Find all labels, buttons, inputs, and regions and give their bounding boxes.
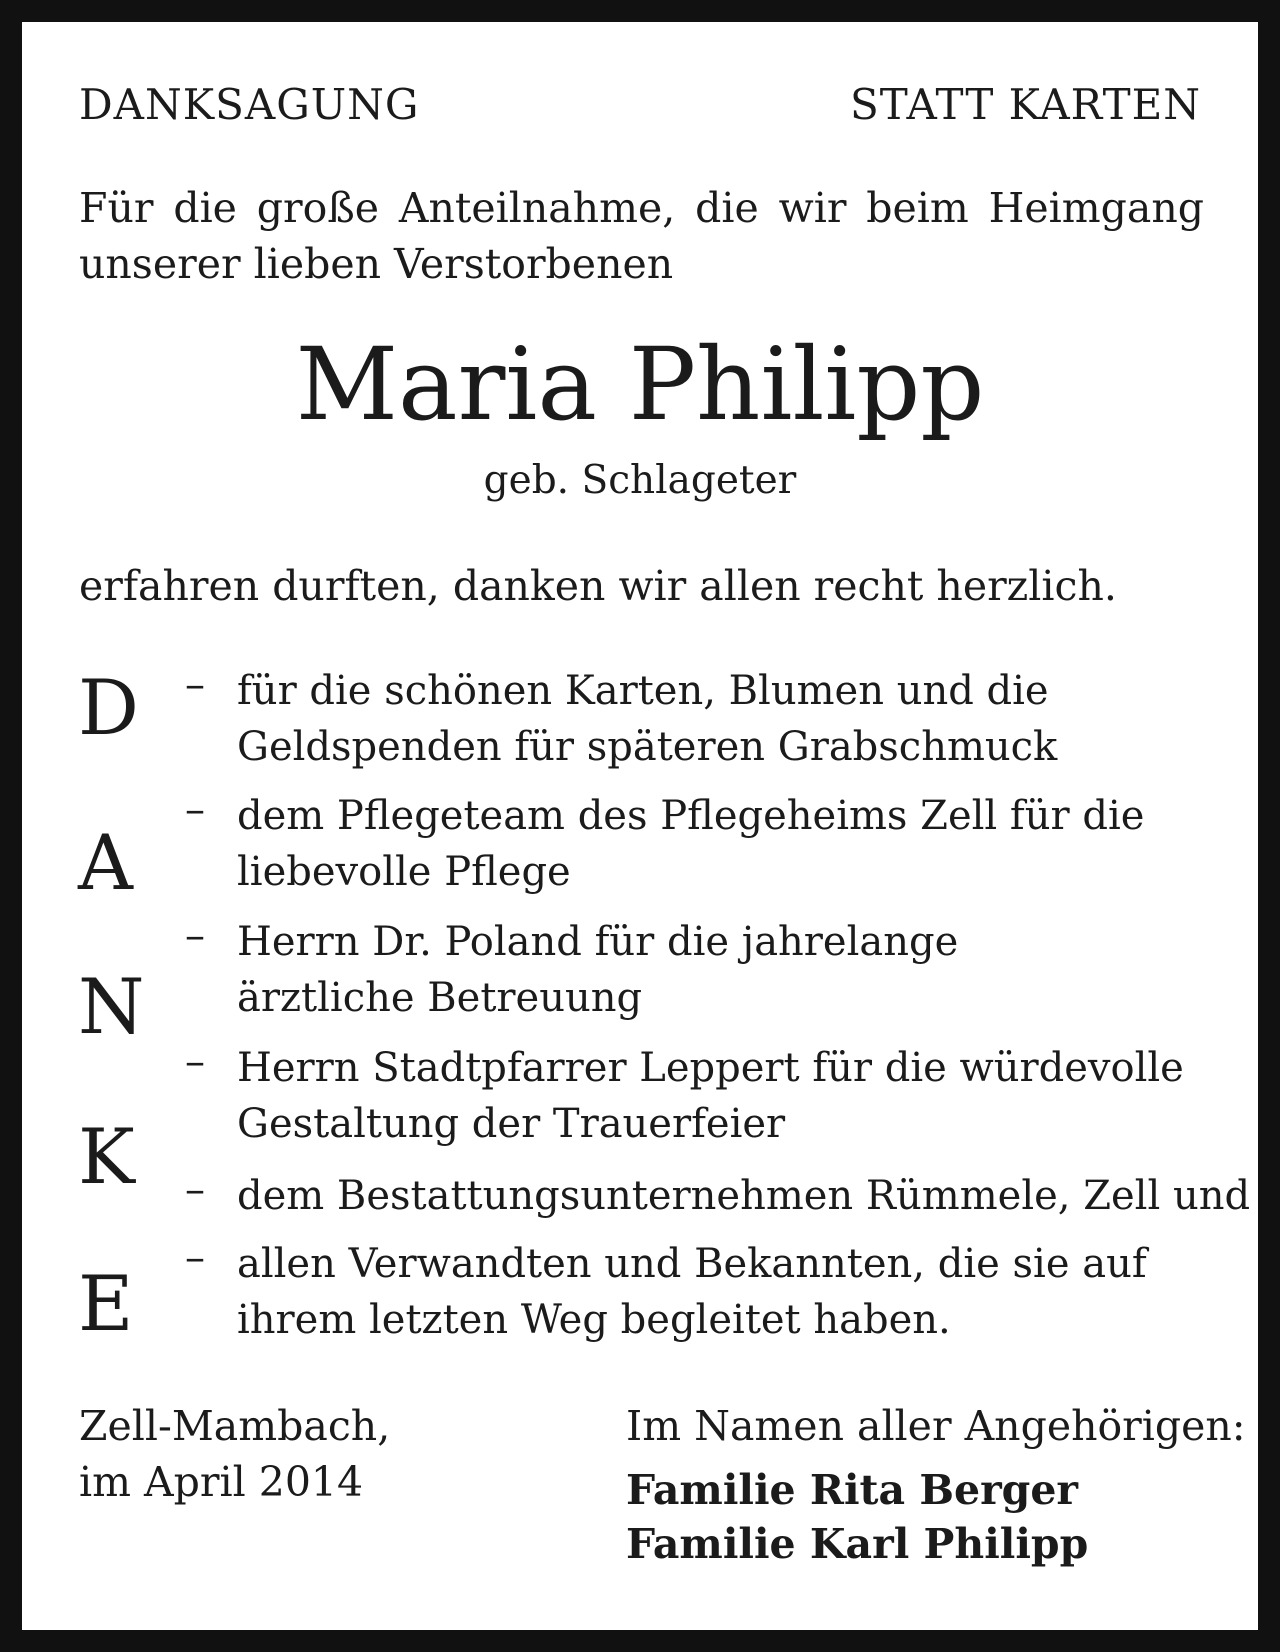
family-name-2: Familie Karl Philipp <box>626 1520 1089 1568</box>
item-dash: – <box>185 1167 205 1213</box>
signoff-line: Im Namen aller Angehörigen: <box>626 1402 1246 1450</box>
thanks-item-line: Herrn Stadtpfarrer Leppert für die würdevolle <box>237 1045 1184 1091</box>
date-line: im April 2014 <box>79 1458 364 1506</box>
thanks-item <box>237 1168 1250 1224</box>
thanks-item <box>237 788 1144 900</box>
thanks-item-line: Gestaltung der Trauerfeier <box>237 1101 786 1147</box>
item-dash: – <box>185 787 205 833</box>
place-line: Zell-Mambach, <box>79 1402 391 1450</box>
thanks-item-line: Herrn Dr. Poland für die jahrelange <box>237 919 959 965</box>
heading-danksagung: DANKSAGUNG <box>79 80 420 129</box>
item-dash: – <box>185 1235 205 1281</box>
thanks-item-line: für die schönen Karten, Blumen und die <box>237 668 1049 714</box>
thanks-item <box>237 1040 1184 1152</box>
thanks-item-line: ihrem letzten Weg begleitet haben. <box>237 1297 951 1343</box>
intro-paragraph <box>79 180 1204 292</box>
danke-letter-d: D <box>78 663 139 752</box>
thanks-item-line: Geldspenden für späteren Grabschmuck <box>237 724 1058 770</box>
thanks-item-line: liebevolle Pflege <box>237 849 571 895</box>
danke-letter-k: K <box>78 1112 135 1201</box>
danke-letter-e: E <box>78 1259 134 1348</box>
deceased-name: Maria Philipp <box>295 326 985 443</box>
thanks-item <box>237 914 958 1026</box>
heading-statt-karten: STATT KARTEN <box>850 80 1201 129</box>
intro-line-1: Für die große Anteilnahme, die wir beim Heimgang <box>79 184 1204 232</box>
thanks-item-line: allen Verwandten und Bekannten, die sie auf <box>237 1241 1147 1287</box>
maiden-name: geb. Schlageter <box>483 458 797 503</box>
item-dash: – <box>185 1039 205 1085</box>
family-name-1: Familie Rita Berger <box>626 1466 1079 1514</box>
place-date <box>79 1398 390 1510</box>
thanks-item-line: dem Pflegeteam des Pflegeheims Zell für die <box>237 793 1145 839</box>
thanks-item <box>237 1236 1147 1348</box>
thanks-line: erfahren durften, danken wir allen recht herzlich. <box>79 562 1117 610</box>
danke-letter-n: N <box>78 962 145 1051</box>
danke-letter-a: A <box>78 818 133 907</box>
item-dash: – <box>185 662 205 708</box>
thanks-item <box>237 663 1057 775</box>
thanks-item-line: dem Bestattungsunternehmen Rümmele, Zell und <box>237 1173 1251 1219</box>
item-dash: – <box>185 913 205 959</box>
intro-line-2: unserer lieben Verstorbenen <box>79 240 674 288</box>
thanks-item-line: ärztliche Betreuung <box>237 975 643 1021</box>
